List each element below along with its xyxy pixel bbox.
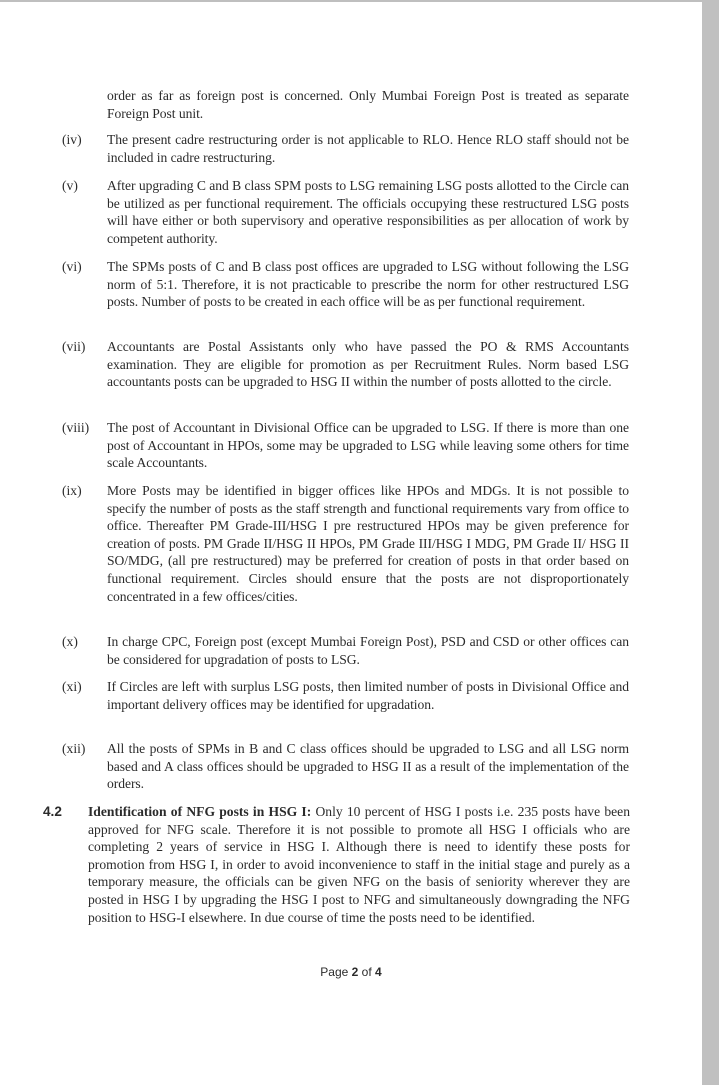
list-item-label: (vi) <box>62 259 82 274</box>
list-item-text: The present cadre restructuring order is not applicable to RLO. Hence RLO staff should not be included in cadre restructuring. <box>107 132 629 165</box>
page-current: 2 <box>351 965 359 979</box>
page-total: 4 <box>375 965 382 979</box>
page-number-footer <box>0 965 702 979</box>
list-item-label: (ix) <box>62 483 82 498</box>
list-item-label: (iv) <box>62 132 82 147</box>
list-item-text: If Circles are left with surplus LSG posts, then limited number of posts in Divisional Office and important delivery offices may be identified for upgradation. <box>107 679 629 712</box>
list-item-text: All the posts of SPMs in B and C class offices should be upgraded to LSG and all LSG norm based and A class offices should be upgraded to HSG II as a result of the implementation of the orders. <box>107 741 629 792</box>
list-item-text: The post of Accountant in Divisional Office can be upgraded to LSG. If there is more than one post of Accountant in HPOs, some may be upgraded to LSG while leaving some others for time scale Accountants. <box>107 420 629 471</box>
list-item-text: In charge CPC, Foreign post (except Mumbai Foreign Post), PSD and CSD or other offices can be considered for upgradation of posts to LSG. <box>107 634 629 667</box>
section-text: Only 10 percent of HSG I posts i.e. 235 posts have been approved for NFG scale. Therefore it is not possible to promote all HSG I officials who are completing 2 years of service in HSG I. Although there is need to identify these posts for promotion from HSG I, in order to avoid inconvenience to staff in the initial stage and purely as a temporary measure, the officials can be given NFG on the basis of seniority wherever they are posted in HSG I by upgrading the HSG I post to NFG and simultaneously downgrading the NFG position to HSG-I elsewhere. In due course of time the posts need to be identified. <box>88 804 631 925</box>
continuation-paragraph: order as far as foreign post is concerned. Only Mumbai Foreign Post is treated as separate Foreign Post unit. <box>107 88 629 121</box>
list-item-text: After upgrading C and B class SPM posts to LSG remaining LSG posts allotted to the Circle can be utilized as per functional requirement. The officials occupying these restructured LSG posts will have either or both supervisory and operative responsibilities as per allocation of work by competent authority. <box>107 178 629 246</box>
list-item-label: (v) <box>62 178 78 193</box>
section-number: 4.2 <box>43 804 62 819</box>
list-item-label: (x) <box>62 634 78 649</box>
list-item-text: The SPMs posts of C and B class post offices are upgraded to LSG without following the LSG norm of 5:1. Therefore, it is not practicable to prescribe the norm for other restructured LSG posts. Number of posts to be created in each office will be as per functional requirement. <box>107 259 629 310</box>
document-page <box>0 2 702 1085</box>
list-item-label: (xi) <box>62 679 82 694</box>
page-prefix: Page <box>320 965 352 979</box>
list-item-label: (xii) <box>62 741 86 756</box>
page-separator: of <box>358 965 376 979</box>
list-item-text: Accountants are Postal Assistants only who have passed the PO & RMS Accountants examination. They are eligible for promotion as per Recruitment Rules. Norm based LSG accountants posts can be upgraded to HSG II within the number of posts allotted to the circle. <box>107 339 629 390</box>
viewer-scrollbar-track[interactable] <box>702 0 719 1085</box>
list-item-text: More Posts may be identified in bigger offices like HPOs and MDGs. It is not possible to specify the number of posts as the staff strength and functional requirements vary from office to office. Thereafter PM Grade-III/HSG I pre restructured HPOs may be given preference for creation of posts. PM Grade II/HSG II HPOs, PM Grade III/HSG I MDG, PM Grade II/ HSG II SO/MDG, (all pre restructured) may be preferred for creation of posts in that order based on functional requirement. Circles should ensure that the posts are not disproportionately concentrated in a few offices/cities. <box>107 483 629 604</box>
section-title: Identification of NFG posts in HSG I: <box>88 804 312 819</box>
section-paragraph <box>88 803 630 926</box>
list-item-label: (viii) <box>62 420 90 435</box>
list-item-label: (vii) <box>62 339 86 354</box>
